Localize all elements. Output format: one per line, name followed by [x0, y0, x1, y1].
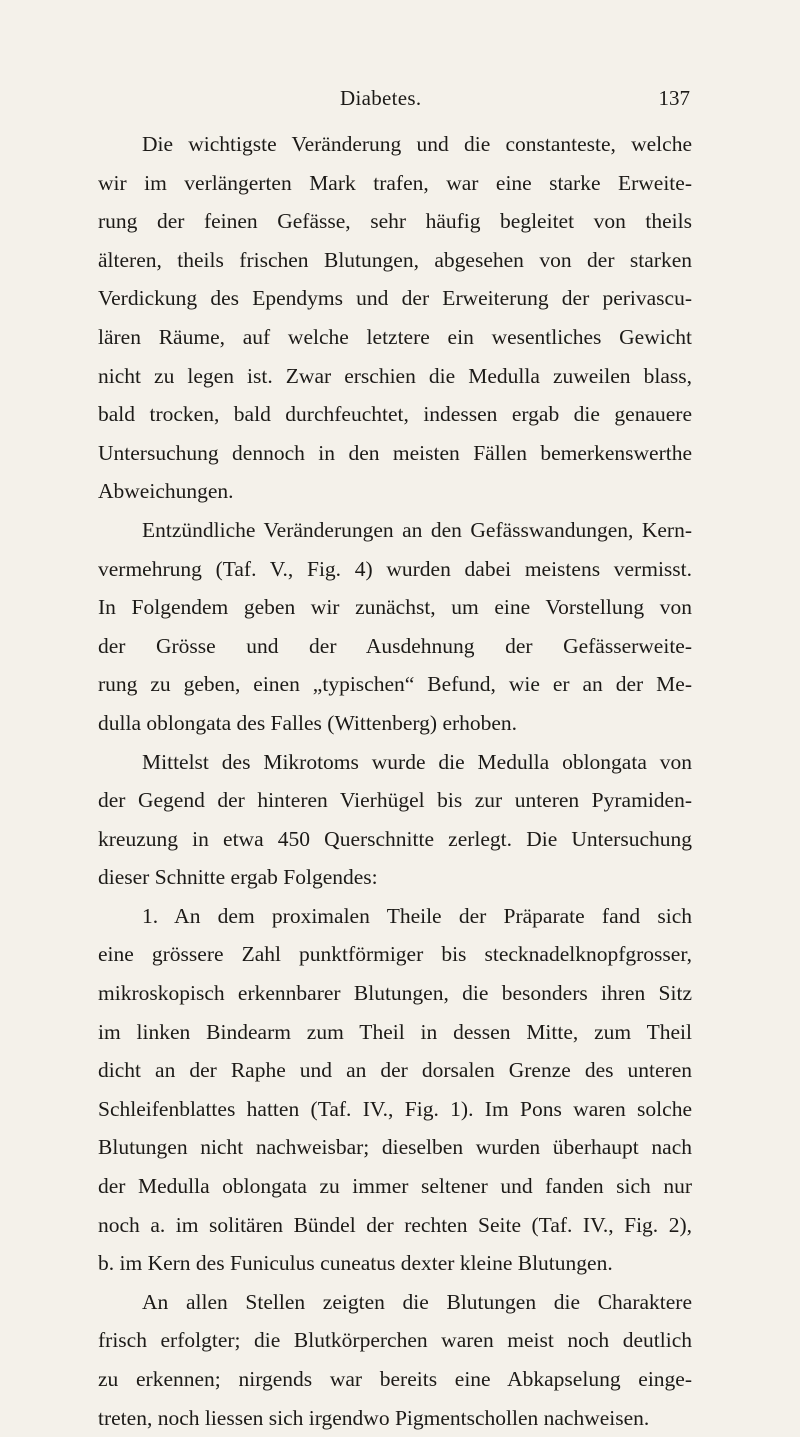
- text-line: frisch erfolgter; die Blutkörperchen waren meist noch deutlich: [98, 1328, 692, 1353]
- text-line: dicht an der Raphe und an der dorsalen Grenze des unteren: [98, 1058, 692, 1083]
- text-line: 1. An dem proximalen Theile der Präparate fand sich: [142, 903, 692, 928]
- text-line: eine grössere Zahl punktförmiger bis stecknadelknopfgrosser,: [98, 942, 692, 967]
- text-line: kreuzung in etwa 450 Querschnitte zerlegt. Die Untersuchung: [98, 826, 692, 851]
- text-line: dulla oblongata des Falles (Wittenberg) erhoben.: [98, 710, 518, 735]
- text-line: Untersuchung dennoch in den meisten Fällen bemerkenswerthe: [98, 440, 692, 465]
- text-line: Schleifenblattes hatten (Taf. IV., Fig. 1). Im Pons waren solche: [98, 1096, 692, 1121]
- text-line: Die wichtigste Veränderung und die constanteste, welche: [142, 132, 692, 156]
- text-line: An allen Stellen zeigten die Blutungen die Charaktere: [142, 1289, 692, 1314]
- text-line: b. im Kern des Funiculus cuneatus dexter kleine Blutungen.: [98, 1251, 613, 1276]
- text-line: Verdickung des Ependyms und der Erweiterung der perivascu-: [98, 286, 692, 311]
- text-line: vermehrung (Taf. V., Fig. 4) wurden dabei meistens vermisst.: [98, 556, 692, 581]
- running-header: [340, 86, 690, 116]
- text-line: Blutungen nicht nachweisbar; dieselben wurden überhaupt nach: [98, 1135, 692, 1160]
- text-line: Entzündliche Veränderungen an den Gefässwandungen, Kern-: [142, 517, 692, 542]
- text-line: dieser Schnitte ergab Folgendes:: [98, 865, 378, 890]
- text-line: mikroskopisch erkennbarer Blutungen, die besonders ihren Sitz: [98, 981, 692, 1006]
- text-line: zu erkennen; nirgends war bereits eine Abkapselung einge-: [98, 1367, 692, 1391]
- running-title: Diabetes.: [340, 86, 422, 110]
- text-line: nicht zu legen ist. Zwar erschien die Medulla zuweilen blass,: [98, 363, 692, 388]
- text-line: der Medulla oblongata zu immer seltener und fanden sich nur: [98, 1174, 692, 1199]
- body-text: [98, 125, 692, 1437]
- text-line: älteren, theils frischen Blutungen, abgesehen von der starken: [98, 247, 692, 272]
- page-number: 137: [658, 86, 690, 110]
- text-line: bald trocken, bald durchfeuchtet, indessen ergab die genauere: [98, 402, 692, 427]
- text-line: In Folgendem geben wir zunächst, um eine Vorstellung von: [98, 595, 692, 620]
- text-line: Abweichungen.: [98, 479, 234, 504]
- text-line: der Grösse und der Ausdehnung der Gefässerweite-: [98, 633, 692, 658]
- text-line: treten, noch liessen sich irgendwo Pigmentschollen nachweisen.: [98, 1405, 650, 1430]
- text-line: der Gegend der hinteren Vierhügel bis zur unteren Pyramiden-: [98, 788, 692, 813]
- text-line: lären Räume, auf welche letztere ein wesentliches Gewicht: [98, 324, 692, 349]
- text-line: Mittelst des Mikrotoms wurde die Medulla oblongata von: [142, 749, 692, 774]
- text-line: noch a. im solitären Bündel der rechten Seite (Taf. IV., Fig. 2),: [98, 1212, 692, 1237]
- text-line: wir im verlängerten Mark trafen, war eine starke Erweite-: [98, 170, 692, 195]
- text-line: rung zu geben, einen „typischen“ Befund, wie er an der Me-: [98, 672, 692, 697]
- text-line: rung der feinen Gefässe, sehr häufig begleitet von theils: [98, 209, 692, 234]
- text-line: im linken Bindearm zum Theil in dessen Mitte, zum Theil: [98, 1019, 692, 1044]
